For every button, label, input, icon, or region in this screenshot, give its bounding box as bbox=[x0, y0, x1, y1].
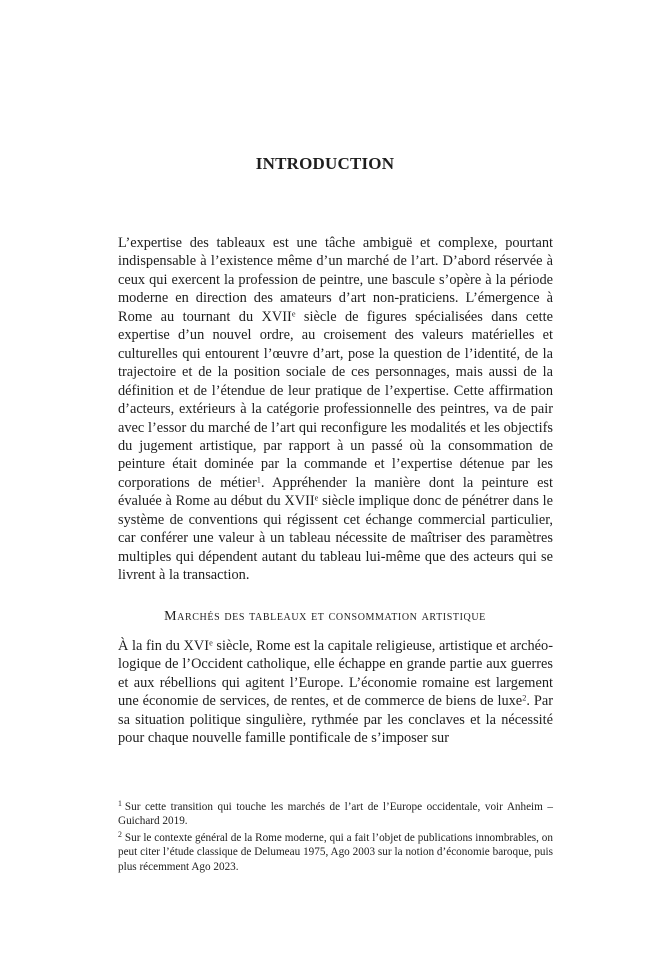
intro-text-2: siècle de figures spécialisées dans cette expertise d’un nouvel ordre, au croisement des valeurs matérielles et culturelles qui entourent l’œuvre d’art, pose la question de l’identité, de la trajectoire et de la position sociale de ces personnages, mais aussi de la définition et de l’étendue de leur pratique de l’expertise. Cette affirmation d’acteurs, extérieurs à la catégorie professionnelle des peintres, va de pair avec l’essor du marché de l’art qui reconfigure les modalités et les objectifs du jugement artistique, par rapport à un passé où la consommation de peinture était dominée par la commande et l’expertise détenue par les corporations de métier bbox=[118, 308, 553, 491]
section-text-2: siècle, Rome est la capitale religieuse, artistique et archéologique de l’Occident catholique, elle échappe en grande partie aux guerres et aux rébellions qui agitent l’Europe. L’économie romaine est largement une économie de services, de rentes, et de commerce de biens de luxe bbox=[118, 638, 553, 710]
intro-paragraph bbox=[118, 234, 553, 585]
section-text-1: À la fin du XVI bbox=[118, 638, 210, 654]
footnote-text: Sur le contexte général de la Rome moderne, qui a fait l’objet de publications innombrables, on peut citer l’étude classique de Delumeau 1975, Ago 2003 sur la notion d’économie baroque, puis plus récemment Ago 2023. bbox=[118, 832, 553, 873]
century-superscript: e bbox=[291, 309, 296, 319]
footnote-ref-2: 2 bbox=[522, 693, 527, 703]
century-superscript: e bbox=[314, 493, 319, 503]
footnote-number: 2 bbox=[118, 830, 122, 840]
intro-text-1: L’expertise des tableaux est une tâche ambiguë et complexe, pourtant indispensable à l’existence même d’un marché de l’art. D’abord réservée à ceux qui exercent la profession de peintre, une bascule s’opère à la période moderne en direction des amateurs d’art non-praticiens. L’émergence à Rome au tournant du XVII bbox=[118, 235, 553, 325]
chapter-title: INTRODUCTION bbox=[255, 154, 395, 174]
intro-text-4: siècle implique donc de pénétrer dans le système de conventions qui régissent cet échange commercial particulier, car conférer une valeur à un tableau nécessite de maîtriser des paramètres multiples qui dépendent autant du tableau lui-même que des acteurs qui se livrent à la transaction. bbox=[118, 493, 553, 584]
footnote-1 bbox=[118, 800, 553, 829]
section-text-3: . Par sa situation politique singulière, rythmée par les conclaves et la nécessité pour chaque nouvelle famille pontificale de s’imposer sur bbox=[118, 693, 553, 747]
section-heading: Marchés des tableaux et consommation artistique bbox=[164, 609, 486, 624]
footnote-number: 1 bbox=[118, 799, 122, 809]
footnote-text: Sur cette transition qui touche les marchés de l’art de l’Europe occidentale, voir Anheim – Guichard 2019. bbox=[118, 801, 553, 828]
footnote-2 bbox=[118, 831, 553, 874]
century-superscript: e bbox=[209, 638, 213, 648]
intro-text-3: . Appréhender la manière dont la peinture est évaluée à Rome au début du XVII bbox=[118, 474, 554, 510]
section-paragraph bbox=[118, 637, 553, 748]
footnote-ref-1: 1 bbox=[256, 475, 261, 485]
